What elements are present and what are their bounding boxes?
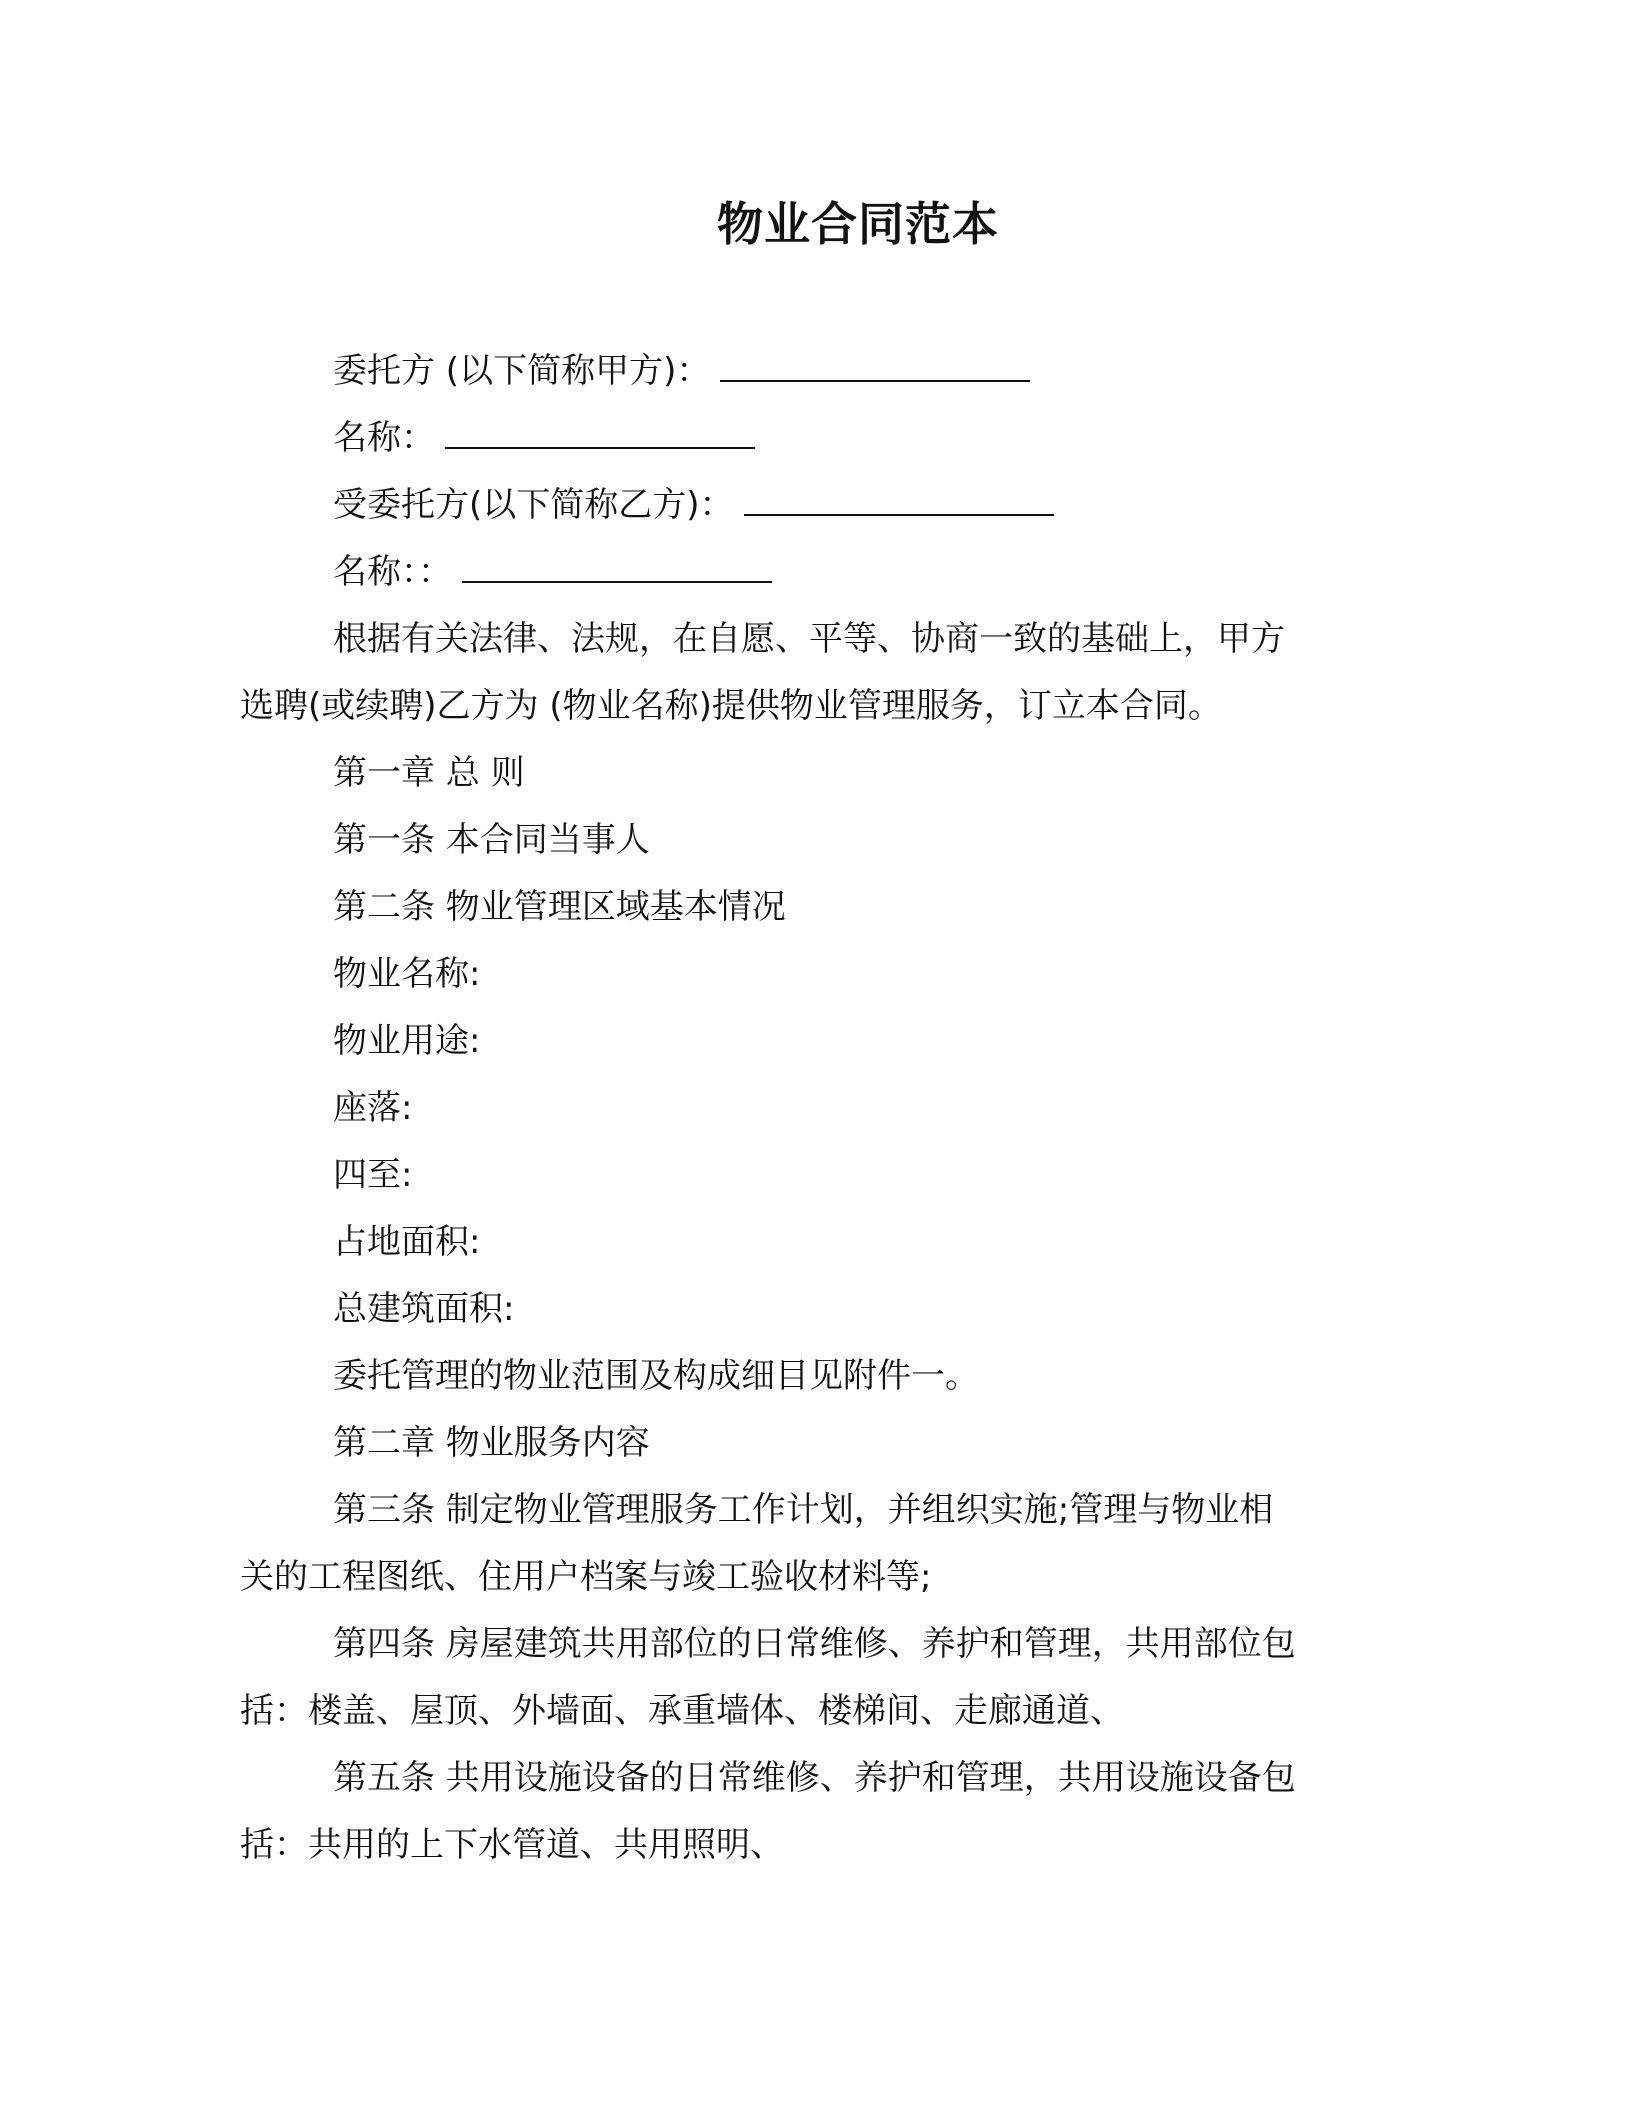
agent-name-blank <box>462 553 772 583</box>
agent-label: 受委托方(以下简称乙方)： <box>333 485 734 525</box>
building-area-field: 总建筑面积: <box>333 1289 515 1329</box>
principal-name-label: 名称： <box>333 418 435 458</box>
land-area-field: 占地面积: <box>333 1222 481 1262</box>
article-5-line-1: 第五条 共用设施设备的日常维修、养护和管理，共用设施设备包 <box>333 1758 1296 1798</box>
boundaries-field: 四至: <box>333 1155 413 1195</box>
principal-name-line <box>240 405 1390 472</box>
property-use-field: 物业用途: <box>333 1021 481 1061</box>
agent-line <box>240 472 1390 539</box>
preamble-line-1: 根据有关法律、法规，在自愿、平等、协商一致的基础上，甲方 <box>333 619 1285 659</box>
property-name-field: 物业名称: <box>333 954 481 994</box>
article-1: 第一条 本合同当事人 <box>333 820 650 860</box>
agent-name-label: 名称：： <box>333 552 452 592</box>
principal-blank <box>720 352 1030 382</box>
agent-name-line <box>240 539 1390 606</box>
principal-line <box>240 338 1390 405</box>
agent-blank <box>744 486 1054 516</box>
article-3-line-2: 关的工程图纸、住用户档案与竣工验收材料等; <box>240 1557 932 1597</box>
article-4-line-1: 第四条 房屋建筑共用部位的日常维修、养护和管理，共用部位包 <box>333 1624 1296 1664</box>
article-3-line-1: 第三条 制定物业管理服务工作计划，并组织实施;管理与物业相 <box>333 1490 1274 1530</box>
principal-name-blank <box>445 419 755 449</box>
principal-label: 委托方 (以下简称甲方)： <box>333 351 711 391</box>
preamble-line-2: 选聘(或续聘)乙方为 (物业名称)提供物业管理服务，订立本合同。 <box>240 686 1222 726</box>
scope-note: 委托管理的物业范围及构成细目见附件一。 <box>333 1356 979 1396</box>
article-2: 第二条 物业管理区域基本情况 <box>333 887 786 927</box>
chapter-2-heading: 第二章 物业服务内容 <box>333 1423 650 1463</box>
document-body <box>240 338 1390 1879</box>
location-field: 座落: <box>333 1088 413 1128</box>
chapter-1-heading: 第一章 总 则 <box>333 753 525 793</box>
article-5-line-2: 括：共用的上下水管道、共用照明、 <box>240 1825 784 1865</box>
article-4-line-2: 括：楼盖、屋顶、外墙面、承重墙体、楼梯间、走廊通道、 <box>240 1691 1124 1731</box>
document-title: 物业合同范本 <box>717 197 999 251</box>
